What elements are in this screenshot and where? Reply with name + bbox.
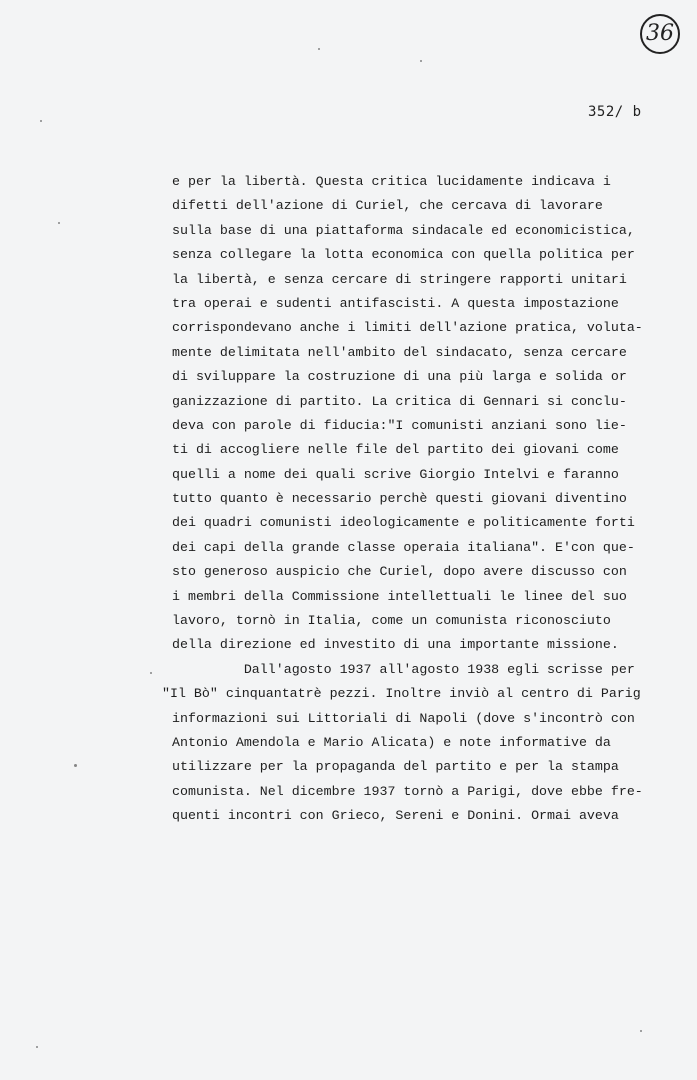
text-line: della direzione ed investito di una importante missione. — [172, 637, 619, 653]
text-line: senza collegare la lotta economica con quella politica per — [172, 247, 635, 263]
text-line: sto generoso auspicio che Curiel, dopo avere discusso con — [172, 564, 627, 580]
text-line: i membri della Commissione intellettuali le linee del suo — [172, 588, 627, 604]
text-line: ti di accogliere nelle file del partito dei giovani come — [172, 442, 619, 458]
text-line: utilizzare per la propaganda del partito e per la stampa — [172, 759, 619, 775]
text-line: dei capi della grande classe operaia italiana". E'con que- — [172, 539, 635, 555]
text-line: sulla base di una piattaforma sindacale ed economicistica, — [172, 222, 635, 238]
page-number: 352/ b — [588, 104, 642, 120]
text-line: tutto quanto è necessario perchè questi giovani diventino — [172, 491, 627, 507]
scan-speck — [58, 222, 60, 224]
scan-speck — [318, 48, 320, 50]
scan-speck — [36, 1046, 38, 1048]
text-line: informazioni sui Littoriali di Napoli (dove s'incontrò con — [172, 710, 635, 726]
text-line: difetti dell'azione di Curiel, che cercava di lavorare — [172, 198, 603, 214]
scan-speck — [640, 1030, 642, 1032]
text-line: quenti incontri con Grieco, Sereni e Donini. Ormai aveva — [172, 808, 619, 824]
text-line: corrispondevano anche i limiti dell'azione pratica, voluta- — [172, 320, 643, 336]
archive-stamp — [640, 14, 680, 54]
text-line: Dall'agosto 1937 all'agosto 1938 egli scrisse per — [172, 661, 635, 677]
scan-speck — [150, 672, 152, 674]
text-line: e per la libertà. Questa critica lucidamente indicava i — [172, 174, 611, 189]
text-line: comunista. Nel dicembre 1937 tornò a Parigi, dove ebbe fre- — [172, 783, 643, 799]
text-line: Antonio Amendola e Mario Alicata) e note informative da — [172, 734, 611, 750]
text-line: di sviluppare la costruzione di una più larga e solida or — [172, 369, 627, 385]
scan-speck — [420, 60, 422, 62]
text-line: tra operai e sudenti antifascisti. A questa impostazione — [172, 295, 619, 311]
archive-stamp-number: 36 — [646, 21, 674, 46]
text-line: la libertà, e senza cercare di stringere rapporti unitari — [172, 271, 627, 287]
scan-speck — [74, 764, 77, 767]
text-line: deva con parole di fiducia:"I comunisti anziani sono lie- — [172, 417, 627, 433]
body-text — [162, 170, 672, 829]
scan-speck — [40, 120, 42, 122]
text-line: quelli a nome dei quali scrive Giorgio Intelvi e faranno — [172, 466, 619, 482]
text-line: mente delimitata nell'ambito del sindacato, senza cercare — [172, 344, 627, 360]
text-line: "Il Bò" cinquantatrè pezzi. Inoltre inviò al centro di Parig — [162, 686, 641, 702]
text-line: lavoro, tornò in Italia, come un comunista riconosciuto — [172, 613, 611, 629]
text-line: dei quadri comunisti ideologicamente e politicamente forti — [172, 515, 635, 531]
text-line: ganizzazione di partito. La critica di Gennari si conclu- — [172, 393, 627, 409]
